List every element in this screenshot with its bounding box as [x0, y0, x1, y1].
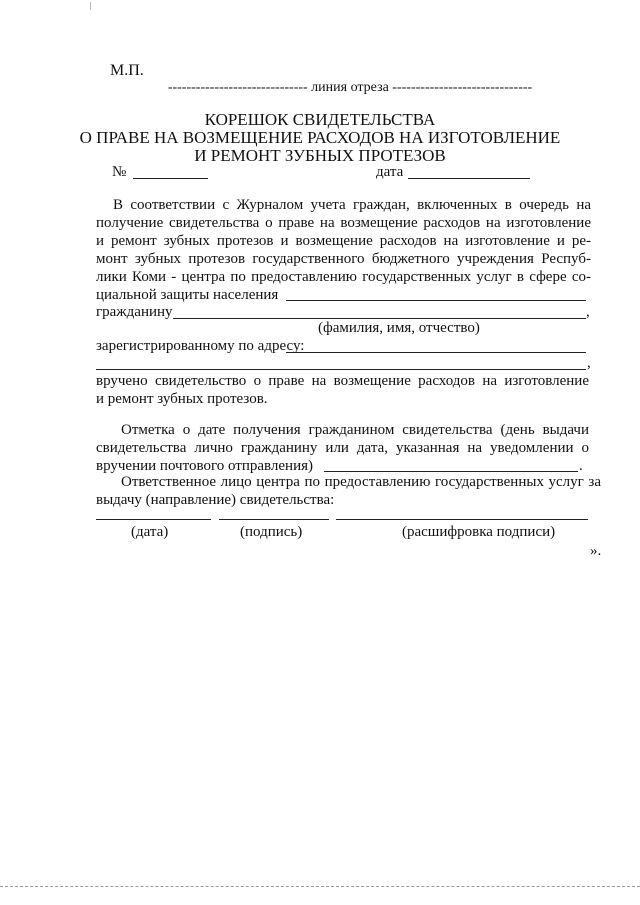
citizen-label: гражданину [96, 304, 173, 320]
sig-date-field[interactable] [96, 519, 211, 520]
para1-line-3: и ремонт зубных протезов и возмещение расходов на изготовление и ре- [96, 233, 591, 249]
sig-date-caption: (дата) [131, 524, 169, 540]
cut-line: ------------------------------ линия отреза ------------------------------ [167, 80, 533, 95]
para1-line-2: получение свидетельства о праве на возмещение расходов на изготовление [96, 215, 591, 231]
title-line-3: И РЕМОНТ ЗУБНЫХ ПРОТЕЗОВ [194, 146, 446, 165]
scan-mark [90, 2, 91, 10]
date-label: дата [376, 164, 404, 180]
para1-line-6: циальной защиты населения [96, 287, 279, 303]
issued-line-2: и ремонт зубных протезов. [96, 391, 268, 407]
responsible-line-1: Ответственное лицо центра по предоставлению государственных услуг за [121, 474, 601, 490]
address-field-2[interactable] [96, 369, 586, 370]
title-line-1: КОРЕШОК СВИДЕТЕЛЬСТВА [204, 110, 436, 129]
fio-caption: (фамилия, имя, отчество) [318, 320, 480, 336]
number-field[interactable] [133, 178, 208, 179]
para1-line-4: монт зубных протезов государственного бюджетного учреждения Респуб- [96, 251, 591, 267]
social-protection-field[interactable] [286, 300, 586, 301]
sig-decode-caption: (расшифровка подписи) [402, 524, 556, 540]
para1-line-5: лики Коми - центра по предоставлению государственных услуг в сфере со- [96, 269, 591, 285]
citizen-name-field[interactable] [173, 318, 586, 319]
para2-line-2: свидетельства лично гражданину или дата, указанная на уведомлении о [96, 440, 589, 456]
stamp-mark: М.П. [110, 62, 144, 79]
number-label: № [112, 164, 127, 180]
para1-line-1: В соответствии с Журналом учета граждан, включенных в очередь на [113, 197, 591, 213]
sig-signature-caption: (подпись) [240, 524, 303, 540]
responsible-line-2: выдачу (направление) свидетельства: [96, 492, 335, 508]
receipt-period: . [579, 458, 583, 474]
address-label: зарегистрированному по адресу: [96, 338, 305, 354]
receipt-date-field[interactable] [324, 471, 578, 472]
address-field-1[interactable] [286, 352, 586, 353]
issued-line-1: вручено свидетельство о праве на возмещение расходов на изготовление [96, 373, 589, 389]
sig-signature-field[interactable] [219, 519, 329, 520]
address-comma: , [587, 355, 591, 371]
closing-quote: ». [590, 543, 602, 559]
date-field[interactable] [408, 178, 530, 179]
para2-line-3: вручении почтового отправления) [96, 458, 313, 474]
page-bottom-edge [0, 886, 640, 887]
citizen-comma: , [586, 304, 590, 320]
title-line-2: О ПРАВЕ НА ВОЗМЕЩЕНИЕ РАСХОДОВ НА ИЗГОТОВЛЕНИЕ [79, 128, 561, 147]
sig-decode-field[interactable] [336, 519, 588, 520]
para2-line-1: Отметка о дате получения гражданином свидетельства (день выдачи [121, 422, 589, 438]
